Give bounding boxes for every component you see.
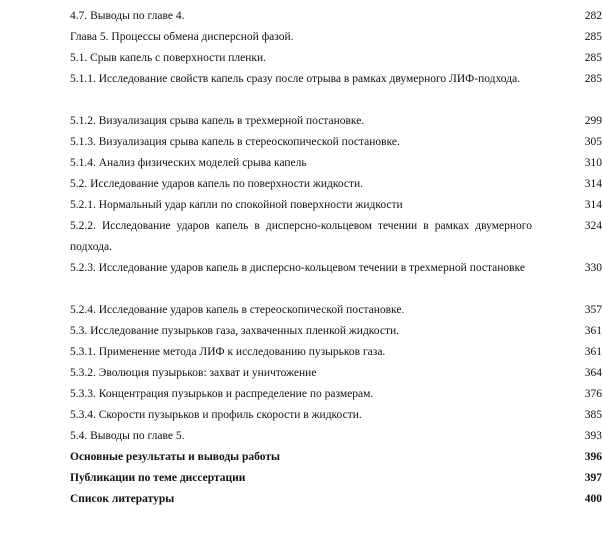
toc-entry-page: 314 (584, 199, 602, 211)
toc-entry-title: 5.3.1. Применение метода ЛИФ к исследованию пузырьков газа. (70, 346, 386, 358)
toc-entry-page: 393 (584, 430, 602, 442)
toc-entry-page: 361 (584, 325, 602, 337)
toc-entry-page: 376 (584, 388, 602, 400)
toc-entry-title: Глава 5. Процессы обмена дисперсной фазой. (70, 31, 294, 43)
toc-entry-page: 305 (584, 136, 602, 148)
toc-entry-page: 324 (584, 220, 602, 232)
toc-entry-page: 285 (584, 31, 602, 43)
toc-entry-title: Основные результаты и выводы работы (70, 451, 280, 463)
toc-entry-title: 5.2. Исследование ударов капель по поверхности жидкости. (70, 178, 364, 190)
toc-entry (70, 195, 602, 216)
toc-entry-title: Список литературы (70, 493, 175, 505)
toc-entry-title: 5.1.1. Исследование свойств капель сразу после отрыва в рамках двумерного ЛИФ-подхода. (70, 73, 521, 85)
toc-entry-main-results (70, 447, 602, 468)
toc-entry (70, 321, 602, 342)
toc-entry-title: 5.2.3. Исследование ударов капель в дисперсно-кольцевом течении в трехмерной постановке (70, 262, 525, 274)
toc-entry (70, 258, 602, 279)
toc-entry-page: 385 (584, 409, 602, 421)
toc-entry (70, 111, 602, 132)
toc-entry-page: 285 (584, 73, 602, 85)
toc-entry-page: 282 (584, 10, 602, 22)
toc-entry-page: 314 (584, 178, 602, 190)
toc-entry (70, 342, 602, 363)
toc-entry-title: 5.1.4. Анализ физических моделей срыва капель (70, 157, 307, 169)
toc-entry (70, 300, 602, 321)
toc-entry-page: 397 (584, 472, 602, 484)
toc-entry-references (70, 489, 602, 510)
toc-entry-title: 5.3. Исследование пузырьков газа, захваченных пленкой жидкости. (70, 325, 399, 337)
toc-entry-page: 330 (584, 262, 602, 274)
toc-entry (70, 384, 602, 405)
toc-entry (70, 6, 602, 27)
toc-entry-title: 4.7. Выводы по главе 4. (70, 10, 185, 22)
toc-entry (70, 405, 602, 426)
toc-entry-title: 5.3.3. Концентрация пузырьков и распределение по размерам. (70, 388, 374, 400)
toc-entry-title: 5.4. Выводы по главе 5. (70, 430, 185, 442)
toc-entry (70, 27, 602, 48)
toc-entry-title: 5.2.1. Нормальный удар капли по спокойной поверхности жидкости (70, 199, 403, 211)
toc-entry-title: 5.2.4. Исследование ударов капель в стереоскопической постановке. (70, 304, 405, 316)
toc-entry (70, 69, 602, 90)
toc-entry (70, 153, 602, 174)
toc-entry-publications (70, 468, 602, 489)
toc-entry (70, 132, 602, 153)
toc-entry-title: 5.1.2. Визуализация срыва капель в трехмерной постановке. (70, 115, 365, 127)
toc-entry-title: 5.3.4. Скорости пузырьков и профиль скорости в жидкости. (70, 409, 362, 421)
toc-entry-title: 5.1. Срыв капель с поверхности пленки. (70, 52, 267, 64)
toc-entry-title: 5.3.2. Эволюция пузырьков: захват и уничтожение (70, 367, 317, 379)
toc-entry-page: 357 (584, 304, 602, 316)
toc-entry-title: 5.1.3. Визуализация срыва капель в стереоскопической постановке. (70, 136, 400, 148)
toc-entry-title: Публикации по теме диссертации (70, 472, 246, 484)
toc-entry-page: 299 (584, 115, 602, 127)
toc-entry-title: 5.2.2. Исследование ударов капель в дисперсно-кольцевом течении в рамках двумерного подхода. (70, 220, 532, 253)
toc-entry-page: 361 (584, 346, 602, 358)
toc-entry (70, 426, 602, 447)
toc-entry-page: 396 (584, 451, 602, 463)
toc-entry-page: 400 (584, 493, 602, 505)
toc-entry-page: 285 (584, 52, 602, 64)
toc-entry (70, 48, 602, 69)
toc-entry (70, 216, 602, 258)
toc-entry-page: 310 (584, 157, 602, 169)
toc-entry-page: 364 (584, 367, 602, 379)
toc-entry (70, 174, 602, 195)
toc-entry (70, 363, 602, 384)
